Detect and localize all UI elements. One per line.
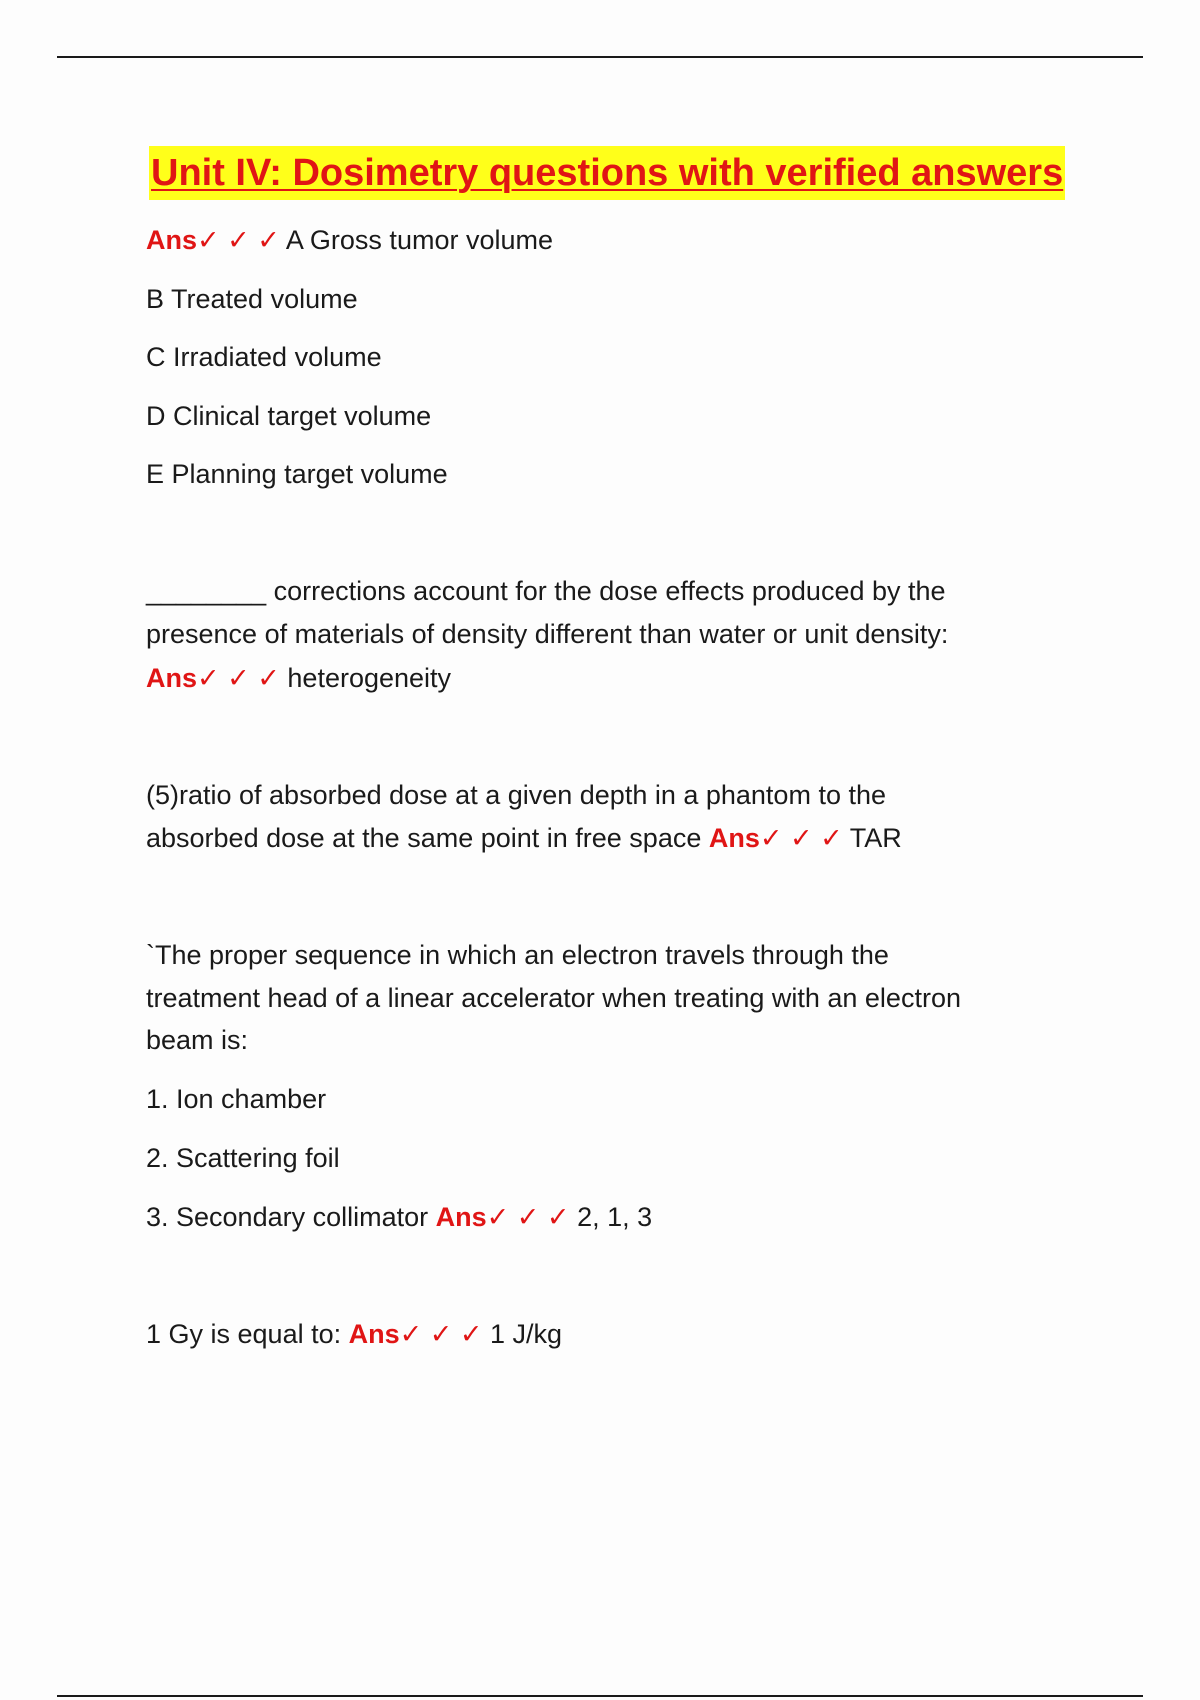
q1-option-c: C Irradiated volume (146, 342, 382, 372)
ans-label: Ans (348, 1319, 400, 1349)
check-marks: ✓ ✓ ✓ (759, 823, 843, 853)
q1-option-d: D Clinical target volume (146, 401, 432, 431)
q4-item-3: 3. Secondary collimator (146, 1202, 429, 1232)
ans-label: Ans (708, 823, 760, 853)
q1-answer-line (146, 219, 553, 261)
q1-option-b: B Treated volume (146, 284, 358, 314)
ans-label: Ans (146, 225, 198, 255)
q4-line-1: `The proper sequence in which an electron travels through the (146, 940, 889, 970)
q4-item-2: 2. Scattering foil (146, 1143, 340, 1173)
q4-answer: 2, 1, 3 (577, 1202, 653, 1232)
q3-answer: TAR (849, 823, 902, 853)
q5-line (146, 1313, 562, 1355)
q3-line-1: (5)ratio of absorbed dose at a given depth in a phantom to the (146, 780, 886, 810)
q4-line-3: beam is: (146, 1025, 249, 1055)
q2-answer: heterogeneity (287, 663, 452, 693)
q4-item-3-line (146, 1196, 652, 1238)
title-container (149, 146, 1142, 200)
check-marks: ✓ ✓ ✓ (399, 1319, 483, 1349)
q4-item-1: 1. Ion chamber (146, 1084, 327, 1114)
footer-rule (57, 1695, 1143, 1697)
q1-answer: A Gross tumor volume (285, 225, 553, 255)
q1-option-e: E Planning target volume (146, 459, 448, 489)
ans-label: Ans (435, 1202, 487, 1232)
q5-question: 1 Gy is equal to: (146, 1319, 342, 1349)
header-rule (57, 56, 1143, 58)
document-title: Unit IV: Dosimetry questions with verified answers (149, 146, 1065, 200)
q3-line-2 (146, 817, 902, 859)
q4-line-2: treatment head of a linear accelerator when treating with an electron (146, 983, 961, 1013)
ans-label: Ans (146, 663, 198, 693)
check-marks: ✓ ✓ ✓ (197, 225, 280, 255)
check-marks: ✓ ✓ ✓ (486, 1202, 570, 1232)
q2-answer-line (146, 657, 451, 699)
q5-answer: 1 J/kg (490, 1319, 563, 1349)
q2-line-1: ________ corrections account for the dose effects produced by the (146, 576, 946, 606)
q2-line-2: presence of materials of density different than water or unit density: (146, 619, 949, 649)
q3-text: absorbed dose at the same point in free space (146, 823, 702, 853)
check-marks: ✓ ✓ ✓ (197, 663, 280, 693)
